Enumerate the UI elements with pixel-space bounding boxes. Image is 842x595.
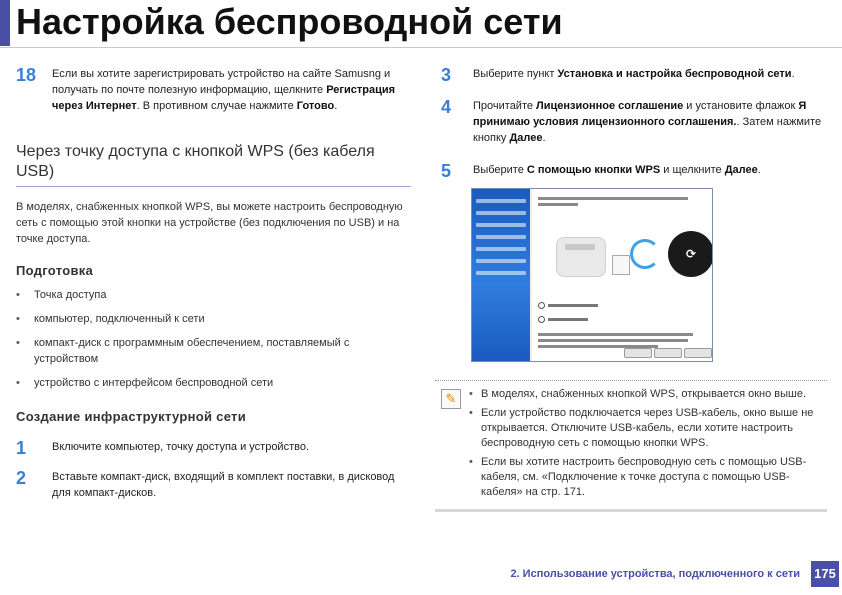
step-bold: Лицензионное соглашение bbox=[536, 100, 684, 112]
step-text: . bbox=[542, 132, 546, 144]
step-number: 4 bbox=[441, 97, 452, 117]
step-text: . В противном случае нажмите bbox=[136, 100, 297, 112]
note-item: • Если вы хотите настроить беспроводную сеть с помощью USB-кабеля, см. «Подключение к точке доступа с помощью USB-кабеля» на стр. 171. bbox=[469, 455, 825, 500]
note-item: • В моделях, снабженных кнопкой WPS, открывается окно выше. bbox=[469, 387, 825, 402]
installer-back-button bbox=[624, 348, 652, 358]
preparation-list bbox=[16, 287, 411, 391]
note-list bbox=[469, 387, 825, 504]
step-text: . bbox=[791, 68, 795, 80]
step-number: 5 bbox=[441, 161, 452, 181]
note-item: • Если устройство подключается через USB-кабель, окно выше не открывается. Отключите USB-кабель, если хотите настроить беспроводную сеть с помощью кнопки WPS. bbox=[469, 406, 825, 451]
step-text: Прочитайте bbox=[473, 100, 537, 112]
step-text: Выберите пункт bbox=[473, 68, 558, 80]
infrastructure-heading: Создание инфраструктурной сети bbox=[16, 409, 247, 424]
step-bold: Я принимаю условия лицензионного соглашения. bbox=[473, 100, 807, 128]
page-number: 175 bbox=[811, 561, 839, 587]
step-text: Вставьте компакт-диск, входящий в комплект поставки, в дисковод для компакт-дисков. bbox=[52, 471, 395, 499]
step-3 bbox=[437, 66, 829, 86]
step-number: 2 bbox=[16, 468, 27, 488]
footer-chapter: 2. Использование устройства, подключенного к сети bbox=[510, 568, 800, 580]
wps-illustration bbox=[552, 231, 712, 283]
step-4 bbox=[437, 98, 829, 146]
installer-next-button bbox=[654, 348, 682, 358]
list-item: • Точка доступа bbox=[16, 287, 411, 303]
step-text: Включите компьютер, точку доступа и устройство. bbox=[52, 441, 310, 453]
page-title: Настройка беспроводной сети bbox=[16, 1, 563, 42]
step-text: . Затем нажмите кнопку bbox=[473, 116, 822, 144]
step-bold: Далее bbox=[724, 164, 758, 176]
pencil-note-icon: ✎ bbox=[441, 389, 461, 409]
section-heading-wps: Через точку доступа с кнопкой WPS (без кабеля USB) bbox=[16, 142, 411, 187]
step-number: 1 bbox=[16, 438, 27, 458]
wps-button-icon: ⟳ bbox=[668, 231, 713, 277]
left-column bbox=[16, 66, 411, 501]
step-5 bbox=[437, 162, 829, 182]
step-text: . bbox=[757, 164, 761, 176]
preparation-heading: Подготовка bbox=[16, 263, 94, 278]
installer-content bbox=[532, 189, 712, 361]
step-bold: С помощью кнопки WPS bbox=[526, 164, 661, 176]
list-item: • устройство с интерфейсом беспроводной сети bbox=[16, 375, 411, 391]
step-text: Выберите bbox=[473, 164, 527, 176]
step-bold: Далее bbox=[509, 132, 543, 144]
list-item: • компакт-диск с программным обеспечением, поставляемый с устройством bbox=[16, 335, 411, 367]
note-box bbox=[435, 380, 827, 512]
step-bold: Установка и настройка беспроводной сети bbox=[557, 68, 792, 80]
step-text: и щелкните bbox=[660, 164, 725, 176]
step-18 bbox=[16, 66, 411, 114]
step-number: 3 bbox=[441, 65, 452, 85]
title-divider bbox=[0, 47, 842, 48]
installer-cancel-button bbox=[684, 348, 712, 358]
step-2 bbox=[16, 469, 411, 501]
list-item: • компьютер, подключенный к сети bbox=[16, 311, 411, 327]
step-text: . bbox=[334, 100, 338, 112]
sync-arrow-icon bbox=[630, 239, 660, 269]
step-bold: Готово bbox=[296, 100, 335, 112]
step-text: Если вы хотите зарегистрировать устройство на сайте Samusng и получать по почте полезную информацию, щелкните bbox=[52, 68, 391, 96]
title-accent-bar bbox=[0, 0, 10, 46]
step-1 bbox=[16, 439, 411, 459]
right-column bbox=[437, 66, 829, 182]
installer-heading bbox=[538, 197, 688, 207]
step-text: и установите флажок bbox=[683, 100, 799, 112]
printer-icon bbox=[556, 237, 606, 277]
installer-sidebar bbox=[472, 189, 530, 361]
step-bold: Регистрация через Интернет bbox=[52, 84, 396, 112]
section-paragraph: В моделях, снабженных кнопкой WPS, вы можете настроить беспроводную сеть с помощью этой кнопки на устройстве (без подключения по USB) и на точке доступа. bbox=[16, 201, 403, 245]
installer-screenshot bbox=[471, 188, 713, 362]
router-icon bbox=[612, 255, 630, 275]
radio-option-wps bbox=[538, 311, 698, 351]
step-number: 18 bbox=[16, 65, 37, 85]
